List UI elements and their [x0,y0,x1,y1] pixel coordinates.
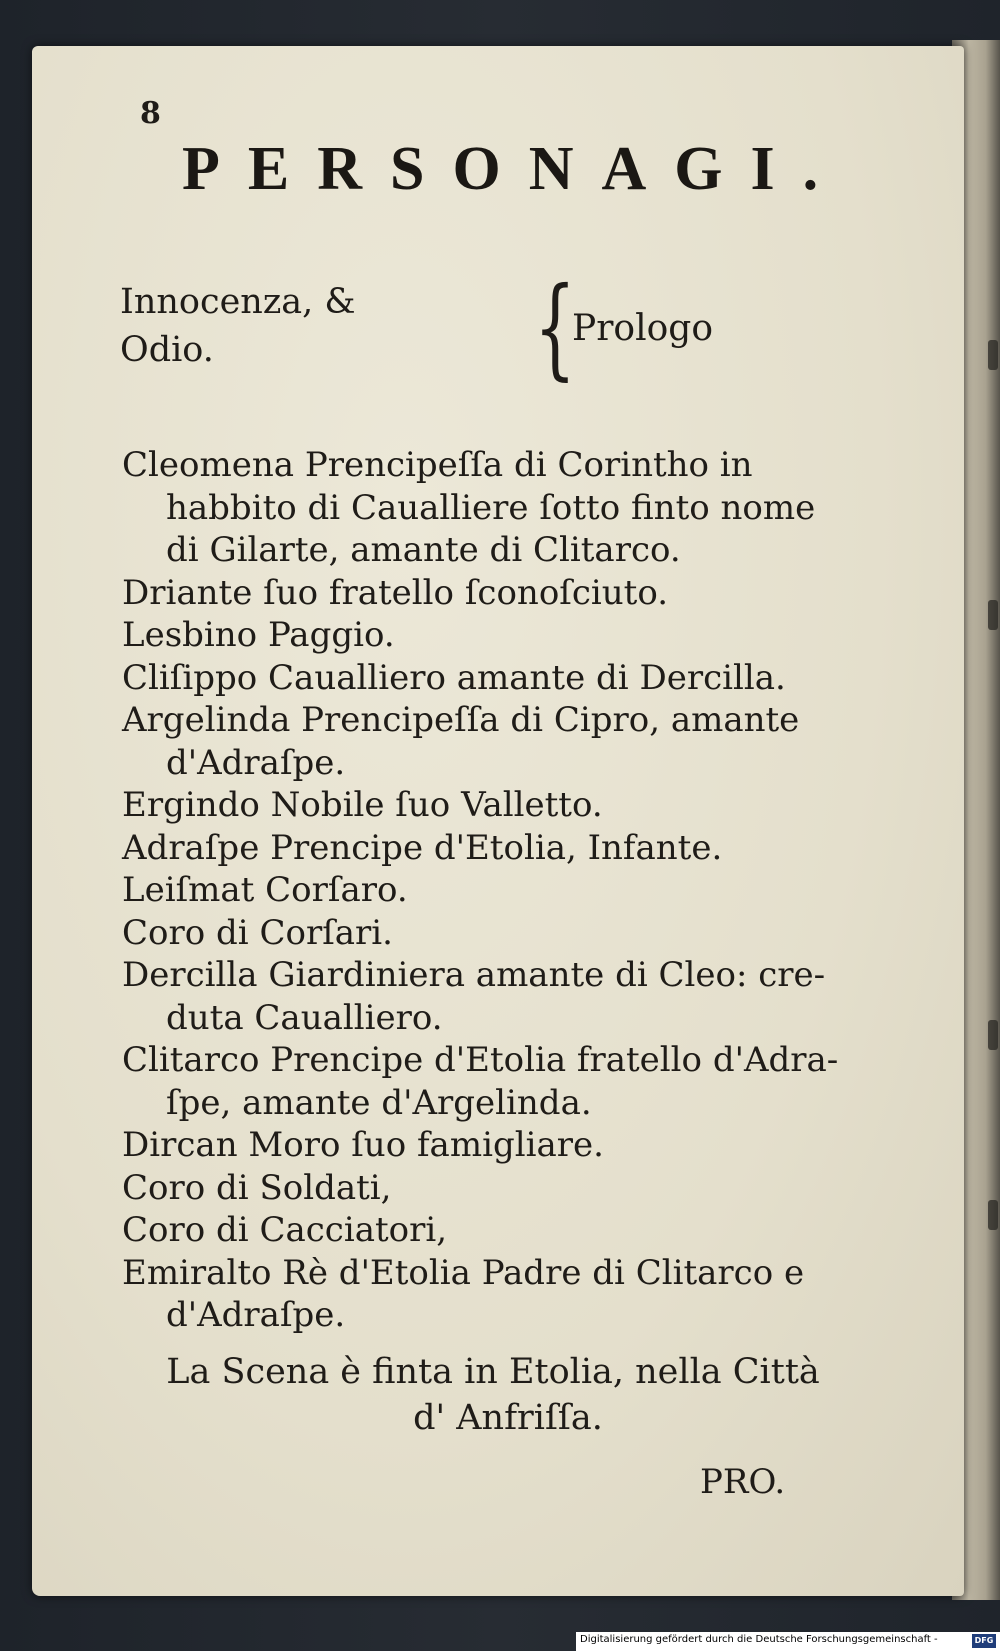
cast-line-continuation: di Gilarte, amante di Clitarco. [166,530,681,570]
cast-entry: Argelinda Prencipeſſa di Cipro, amante [122,700,800,740]
page-title: PERSONAGI. [182,135,847,203]
edge-ink-mark [988,1200,998,1230]
edge-ink-mark [988,1020,998,1050]
scene-note [32,1349,964,1441]
cast-entry: Coro di Corſari. [122,912,393,953]
cast-line-continuation: ſpe, amante d'Argelinda. [166,1082,592,1123]
cast-entry: Adraſpe Prencipe d'Etolia, Infante. [122,827,723,868]
edge-ink-mark [988,600,998,630]
cast-entry: Emiralto Rè d'Etolia Padre di Clitarco e [122,1252,805,1293]
cast-entry: Ergindo Nobile ſuo Valletto. [122,785,603,825]
funding-credit: Digitalisierung gefördert durch die Deutsche Forschungsgemeinschaft - [580,1634,938,1645]
cast-line-continuation: d'Adraſpe. [166,1295,346,1335]
cast-line-continuation: duta Caualliero. [166,997,443,1038]
curly-brace-icon: { [534,263,576,391]
cast-entry: Coro di Soldati, [122,1167,392,1208]
cast-entry: Cleomena Prencipeſſa di Corintho in [122,445,753,485]
scene-line: La Scena è finta in Etolia, nella Città [166,1352,820,1392]
prologue-label: Prologo [572,308,714,349]
cast-entry: Leiſmat Corſaro. [122,870,408,910]
scene-line: d' Anfriſſa. [413,1398,603,1438]
book-page [32,46,964,1596]
edge-ink-mark [988,340,998,370]
cast-entry: Coro di Cacciatori, [122,1210,448,1250]
dfg-logo: DFG [972,1634,996,1648]
cast-line-continuation: habbito di Caualliere ſotto finto nome [166,487,816,528]
cast-entry: Driante ſuo fratello ſconoſciuto. [122,572,669,613]
prologue-line: Odio. [120,330,214,370]
cast-entry: Lesbino Paggio. [122,615,395,655]
cast-list [122,444,912,1337]
page-number: 8 [140,96,161,131]
prologue-characters [120,278,356,374]
prologue-line: Innocenza, & [120,282,356,322]
cast-entry: Dircan Moro ſuo famigliare. [122,1125,604,1165]
catchword: PRO. [700,1462,786,1502]
cast-line-continuation: d'Adraſpe. [166,742,346,783]
cast-entry: Clitarco Prencipe d'Etolia fratello d'Adra- [122,1040,839,1080]
cast-entry: Dercilla Giardiniera amante di Cleo: cre- [122,955,826,995]
cast-entry: Cliſippo Caualliero amante di Dercilla. [122,657,786,698]
